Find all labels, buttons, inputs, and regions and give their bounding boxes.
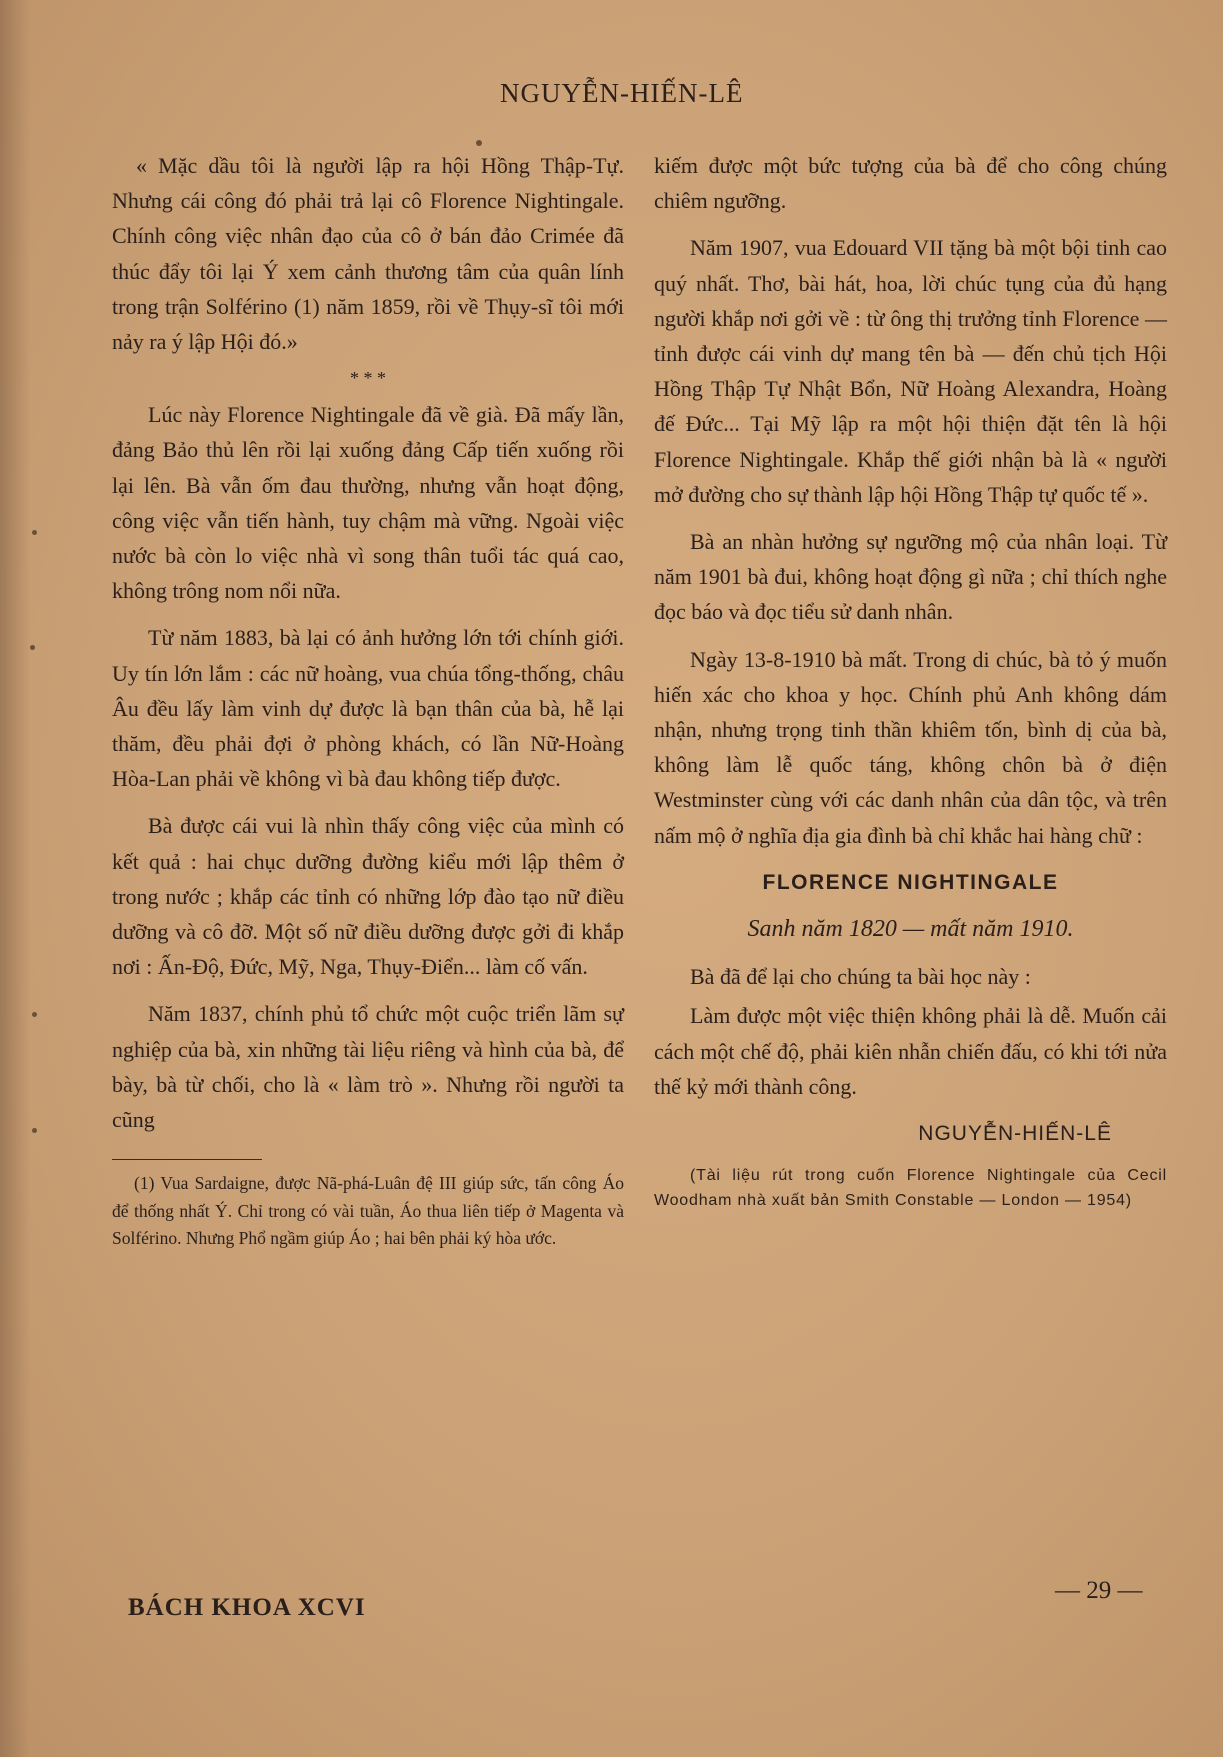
author-signature: NGUYỄN-HIẾN-LÊ [918,1122,1112,1146]
continued-paragraph: kiếm được một bức tượng của bà để cho công chúng chiêm ngưỡng. [654,153,1167,214]
footnote: (1) Vua Sardaigne, được Nã-phá-Luân đệ III giúp sức, tấn công Áo để thống nhất Ý. Chỉ trong có vài tuần, Áo thua liên tiếp ở Magenta và Solférino. Nhưng Phổ ngầm giúp Áo ; hai bên phải ký hòa ước. [112,1173,624,1249]
left-column [112,148,624,1253]
body-paragraph: Năm 1837, chính phủ tổ chức một cuộc triển lãm sự nghiệp của bà, xin những tài liệu riêng và hình của bà, để bày, bà từ chối, cho là « làm trò ». Nhưng rồi người ta cũng [112,1001,624,1133]
lesson-intro: Bà đã để lại cho chúng ta bài học này : [690,964,1031,990]
footnote-divider [112,1159,262,1160]
paper-speck [30,645,35,650]
section-separator: * * * [350,368,386,389]
paper-speck [476,140,482,146]
magazine-footer: BÁCH KHOA XCVI [128,1594,366,1621]
paper-speck [32,530,37,535]
body-paragraph: Lúc này Florence Nightingale đã về già. Đã mấy lần, đảng Bảo thủ lên rồi lại xuống đảng Cấp tiến xuống rồi lại lên. Bà vẫn ốm đau thường, nhưng vẫn hoạt động, công việc vẫn tiến hành, tuy chậm mà vững. Ngoài việc nước bà còn lo việc nhà vì song thân tuổi tác quá cao, không trông nom nổi nữa. [112,402,624,604]
epitaph-name: FLORENCE NIGHTINGALE [762,870,1059,894]
source-note: (Tài liệu rút trong cuốn Florence Nightingale của Cecil Woodham nhà xuất bản Smith Constable — London — 1954) [654,1167,1167,1210]
body-paragraph: Năm 1907, vua Edouard VII tặng bà một bội tinh cao quý nhất. Thơ, bài hát, hoa, lời chúc tụng của đủ hạng người khắp nơi gởi về : từ ông thị trưởng tỉnh Florence — tỉnh được cái vinh dự mang tên bà — đến chủ tịch Hội Hồng Thập Tự Nhật Bổn, Nữ Hoàng Alexandra, Hoàng đế Đức... Tại Mỹ lập ra một hội thiện đặt tên là hội Florence Nightingale. Khắp thế giới nhận bà là « người mở đường cho sự thành lập hội Hồng Thập tự quốc tế ». [654,235,1167,507]
running-head: NGUYỄN-HIẾN-LÊ [500,78,744,108]
quote-paragraph: « Mặc dầu tôi là người lập ra hội Hồng Thập-Tự. Nhưng cái công đó phải trả lại cô Florence Nightingale. Chính công việc nhân đạo của cô ở bán đảo Crimée đã thúc đẩy tôi lại Ý xem cảnh thương tâm của quân lính trong trận Solférino (1) năm 1859, rồi về Thụy-sĩ tôi mới nảy ra ý lập Hội đó.» [112,153,624,355]
body-paragraph: Ngày 13-8-1910 bà mất. Trong di chúc, bà tỏ ý muốn hiến xác cho khoa y học. Chính phủ Anh không dám nhận, nhưng trọng tinh thần khiêm tốn, bình dị của bà, không làm lễ quốc táng, không chôn bà ở điện Westminster cùng với các danh nhân của dân tộc, và trên nấm mộ ở nghĩa địa gia đình bà chỉ khắc hai hàng chữ : [654,646,1167,848]
right-column [654,148,1167,1225]
body-paragraph: Bà an nhàn hưởng sự ngưỡng mộ của nhân loại. Từ năm 1901 bà đui, không hoạt động gì nữa ; chỉ thích nghe đọc báo và đọc tiểu sử danh nhân. [654,529,1167,625]
paper-speck [32,1012,37,1017]
epitaph-dates: Sanh năm 1820 — mất năm 1910. [747,916,1074,943]
body-paragraph: Bà được cái vui là nhìn thấy công việc của mình có kết quả : hai chục dưỡng đường kiểu mới lập thêm ở trong nước ; khắp các tỉnh có những lớp đào tạo nữ điều dưỡng và cô đỡ. Một số nữ điều dưỡng được gởi đi khắp nơi : Ấn-Độ, Đức, Mỹ, Nga, Thụy-Điển... làm cố vấn. [112,813,624,980]
paper-edge-shadow [0,0,30,1757]
paper-speck [32,1128,37,1133]
lesson-paragraph: Làm được một việc thiện không phải là dễ. Muốn cải cách một chế độ, phải kiên nhẫn chiến đấu, có khi tới nửa thế kỷ mới thành công. [654,1003,1167,1099]
page-number: — 29 — [1055,1577,1143,1604]
body-paragraph: Từ năm 1883, bà lại có ảnh hưởng lớn tới chính giới. Uy tín lớn lắm : các nữ hoàng, vua chúa tổng-thống, châu Âu đều lấy làm vinh dự được là bạn thân của bà, hễ lại thăm, đều phải đợi ở phòng khách, có lần Nữ-Hoàng Hòa-Lan phải về không vì bà đau không tiếp được. [112,625,624,792]
